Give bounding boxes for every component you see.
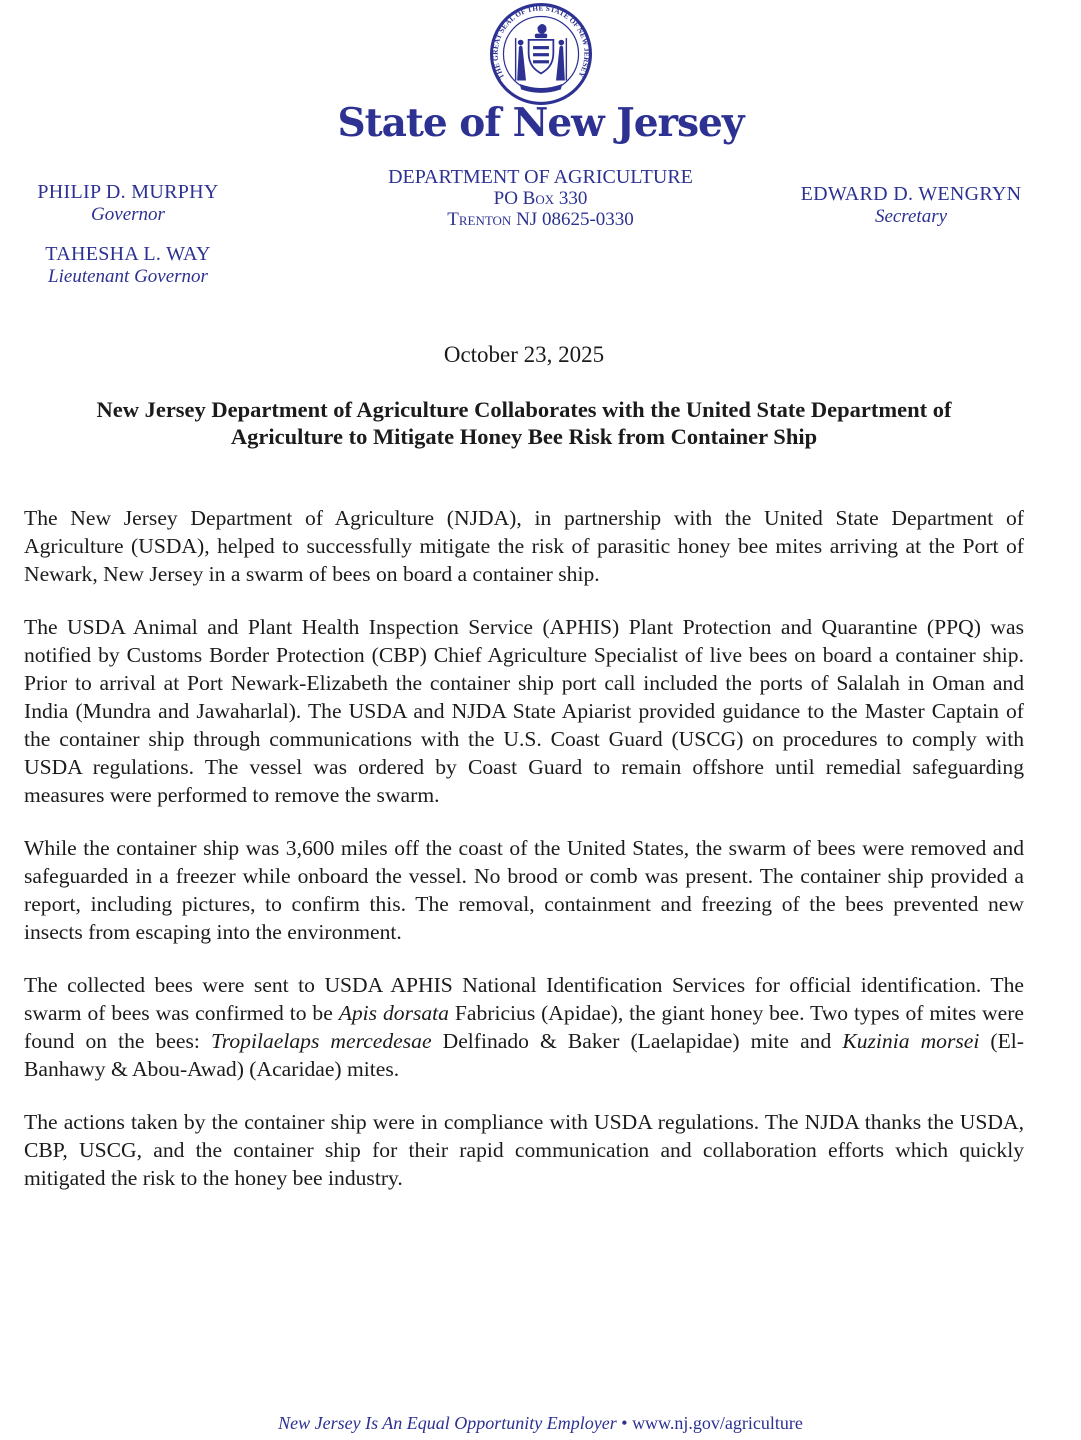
state-seal-graphic [488,1,594,107]
governor-name: PHILIP D. MURPHY [37,181,219,203]
lt-governor-block [0,243,256,288]
equal-opportunity-motto: New Jersey Is An Equal Opportunity Employer [278,1413,617,1433]
paragraph-4: The collected bees were sent to USDA APHIS National Identification Services for official identification. The swarm of bees was confirmed to be Apis dorsata Fabricius (Apidae), the giant honey bee. Two types of mites were found on the bees: Tropilaelaps mercedesae Delfinado & Baker (Laelapidae) mite and Kuzinia morsei (El-Banhawy & Abou-Awad) (Acaridae) mites. [24,973,1024,1081]
seal-banner [519,84,561,93]
paragraph-1: The New Jersey Department of Agriculture (NJDA), in partnership with the United State Department of Agriculture (USDA), helped to successfully mitigate the risk of parasitic honey bee mites arriving at the Port of Newark, New Jersey in a swarm of bees on board a container ship. [24,506,1024,586]
footer-bullet: • [621,1413,628,1433]
paragraph-3: While the container ship was 3,600 miles off the coast of the United States, the swarm of bees were removed and safeguarded in a freezer while onboard the vessel. No brood or comb was present. The container ship provided a report, including pictures, to confirm this. The removal, containment and freezing of the bees prevented new insects from escaping into the environment. [24,836,1024,944]
governor-block [0,181,256,226]
paragraph-5: The actions taken by the container ship were in compliance with USDA regulations. The NJDA thanks the USDA, CBP, USCG, and the container ship for their rapid communication and collaboration efforts which quickly mitigated the risk to the honey bee industry. [24,1110,1024,1190]
letterhead [0,0,1081,300]
footer-url: www.nj.gov/agriculture [632,1413,803,1433]
secretary-name: EDWARD D. WENGRYN [800,183,1022,205]
po-box-line: PO Box 330 [493,188,588,209]
seal-shield [528,40,553,74]
letter-body [24,341,1024,1192]
secretary-title: Secretary [874,206,948,227]
lt-governor-title: Lieutenant Governor [48,266,208,287]
officials-left-block [0,181,256,288]
lt-governor-name: TAHESHA L. WAY [45,243,211,265]
new-jersey-state-seal-icon [488,1,594,107]
seal-crest [534,24,546,38]
paragraph-2: The USDA Animal and Plant Health Inspection Service (APHIS) Plant Protection and Quarantine (PPQ) was notified by Customs Border Protection (CBP) Chief Agriculture Specialist of live bees on board a container ship. Prior to arrival at Port Newark-Elizabeth the container ship port call included the ports of Salalah in Oman and India (Mundra and Jawaharlal). The USDA and NJDA State Apiarist provided guidance to the Master Captain of the container ship through communications with the U.S. Coast Guard (USCG) on procedures to comply with USDA regulations. The vessel was ordered by Coast Guard to remain offshore until remedial safeguarding measures were performed to remove the swarm. [24,615,1024,807]
letter-date: October 23, 2025 [443,342,605,367]
governor-title: Governor [91,204,165,225]
letter-title: New Jersey Department of Agriculture Collaborates with the United State Department of Agriculture to Mitigate Honey Bee Risk from Container Ship [96,397,952,449]
state-title: State of New Jersey [337,100,744,146]
city-state-zip-line: Trenton NJ 08625-0330 [447,209,634,230]
secretary-block [798,183,1024,228]
seal-ring-text: THE GREAT SEAL OF THE STATE OF NEW JERSEY [490,3,591,81]
department-name: DEPARTMENT OF AGRICULTURE [388,166,693,188]
seal-shield-plows [533,46,549,63]
officials-right-block [798,183,1024,228]
page-footer [0,1413,1081,1434]
